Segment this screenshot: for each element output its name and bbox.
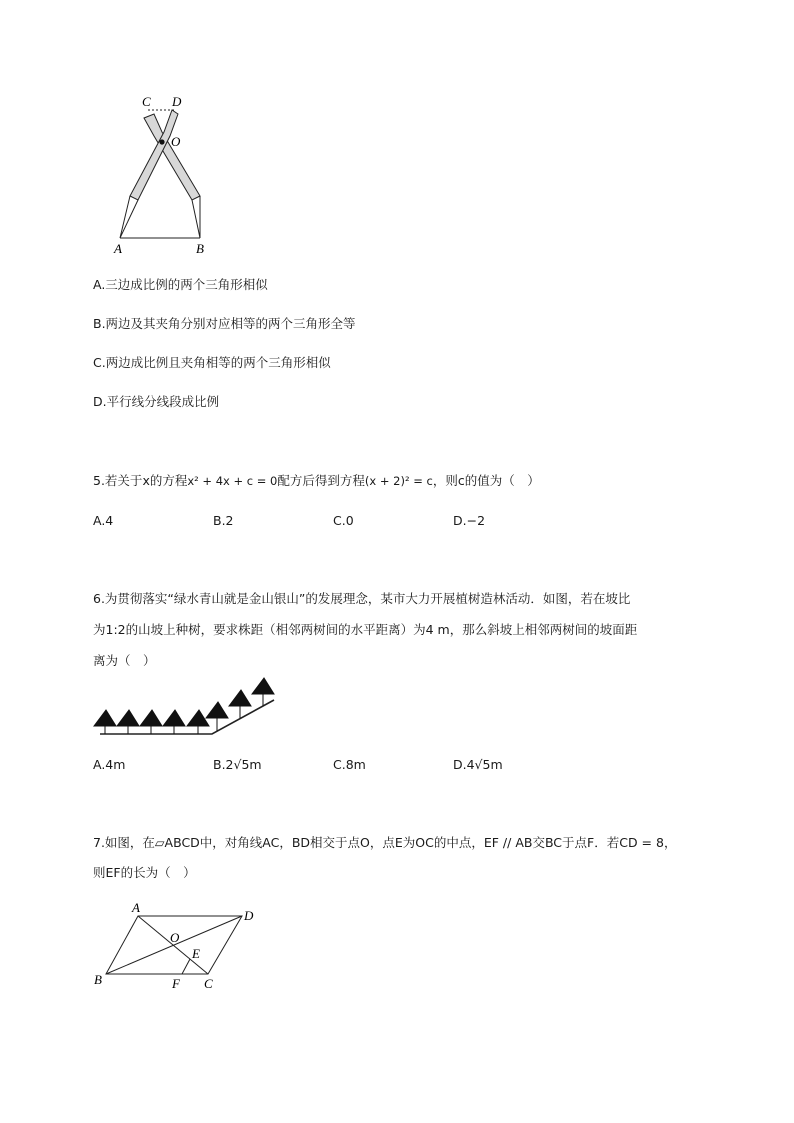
q7-stem-line1: 7.如图，在▱ABCD中，对角线AC，BD相交于点O，点E为OC的中点，EF // AB交BC于点F．若CD = 8， xyxy=(93,835,677,850)
label-D: D xyxy=(172,94,182,109)
q5-stem-var-x: x xyxy=(142,473,150,488)
label-D: D xyxy=(244,908,254,923)
label-A: A xyxy=(114,241,122,256)
q6-option-d: D.4√5m xyxy=(453,757,503,772)
q5-stem xyxy=(93,472,540,490)
q5-stem-part-a: 5.若关于 xyxy=(93,473,143,488)
q5-option-c: C.0 xyxy=(333,513,354,528)
q6-stem-line3: 离为（ ） xyxy=(93,653,156,668)
q5-equation-1: x² + 4x + c = 0 xyxy=(187,474,278,488)
label-O: O xyxy=(170,930,180,945)
q4-option-d: D.平行线分线段成比例 xyxy=(93,394,220,409)
label-B: B xyxy=(196,241,204,256)
q4-option-b: B.两边及其夹角分别对应相等的两个三角形全等 xyxy=(93,316,356,331)
label-C: C xyxy=(142,94,151,109)
q5-stem-part-e: 的值为（ ） xyxy=(464,473,540,488)
q6-stem-line2: 为1:2的山坡上种树，要求株距（相邻两树间的水平距离）为4 m，那么斜坡上相邻两树间的坡面距 xyxy=(93,622,638,637)
compass-figure xyxy=(108,92,218,258)
q7-stem-line2: 则EF的长为（ ） xyxy=(93,865,196,880)
q5-option-a: A.4 xyxy=(93,513,114,528)
label-F: F xyxy=(172,976,180,991)
q5-option-d: D.−2 xyxy=(453,513,486,528)
trees-on-slope-figure xyxy=(92,676,278,738)
q4-option-c: C.两边成比例且夹角相等的两个三角形相似 xyxy=(93,355,331,370)
q6-option-c: C.8m xyxy=(333,757,366,772)
label-O: O xyxy=(171,134,181,149)
q5-stem-var-c: c xyxy=(457,473,465,488)
q6-option-b: B.2√5m xyxy=(213,757,262,772)
q6-stem-line1: 6.为贯彻落实“绿水青山就是金山银山”的发展理念，某市大力开展植树造林活动．如图，若在坡比 xyxy=(93,591,631,606)
q5-stem-part-b: 的方程 xyxy=(149,473,188,488)
q5-option-b: B.2 xyxy=(213,513,234,528)
q6-option-a: A.4m xyxy=(93,757,126,772)
q4-option-a: A.三边成比例的两个三角形相似 xyxy=(93,277,268,292)
label-A: A xyxy=(132,900,140,915)
label-E: E xyxy=(192,946,200,961)
label-B: B xyxy=(94,972,102,987)
parallelogram-figure xyxy=(90,898,260,994)
label-C: C xyxy=(204,976,213,991)
q5-stem-part-d: ，则 xyxy=(432,473,458,488)
q5-equation-2: (x + 2)² = c xyxy=(364,474,433,488)
q5-stem-part-c: 配方后得到方程 xyxy=(277,473,365,488)
